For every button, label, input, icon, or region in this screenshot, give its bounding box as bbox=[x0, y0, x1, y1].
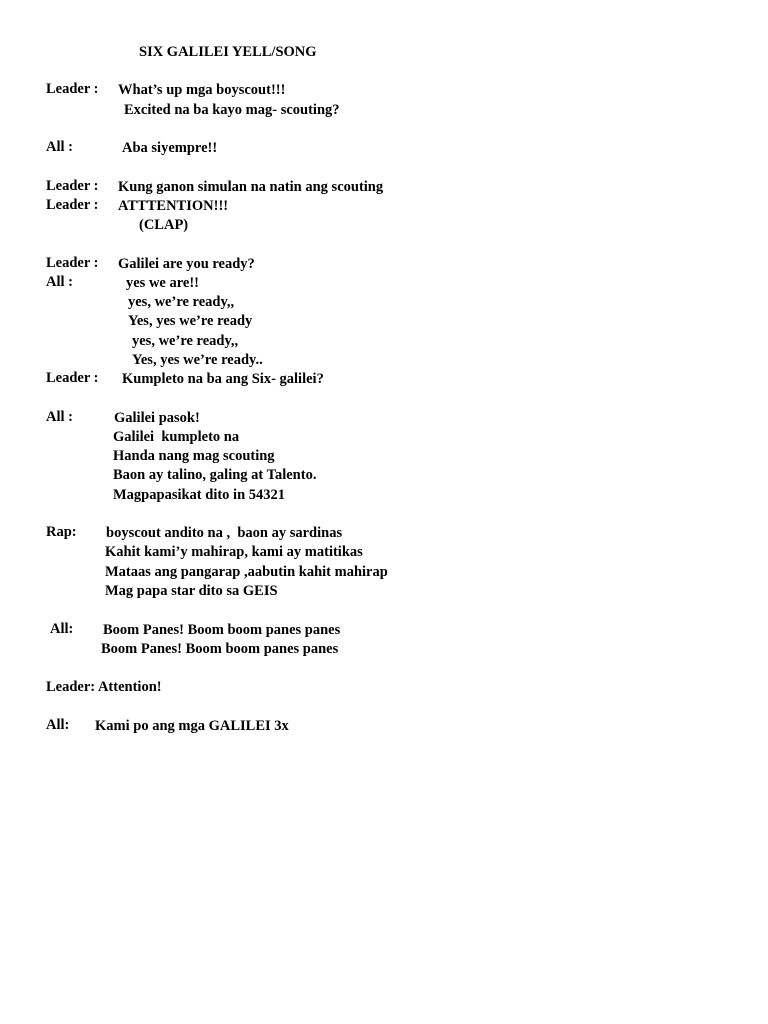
lyric-line: Kumpleto na ba ang Six- galilei? bbox=[122, 371, 324, 387]
lyric-line: Yes, yes we’re ready.. bbox=[132, 352, 263, 368]
lyric-line: Aba siyempre!! bbox=[122, 140, 218, 156]
document-title: SIX GALILEI YELL/SONG bbox=[139, 44, 317, 60]
lyric-line: Magpapasikat dito in 54321 bbox=[113, 487, 286, 503]
lyric-line: Galilei pasok! bbox=[114, 410, 200, 426]
lyric-line: Excited na ba kayo mag- scouting? bbox=[124, 102, 340, 118]
speaker-label: All : bbox=[46, 409, 73, 425]
lyric-line: Kung ganon simulan na natin ang scouting bbox=[118, 179, 384, 195]
speaker-label: All: bbox=[50, 621, 74, 637]
speaker-label: Leader : bbox=[46, 178, 99, 194]
lyric-line: Handa nang mag scouting bbox=[113, 448, 275, 464]
lyric-line: Boom Panes! Boom boom panes panes bbox=[103, 622, 341, 638]
lyric-line: yes, we’re ready,, bbox=[128, 294, 235, 310]
speaker-label: Leader : bbox=[46, 197, 99, 213]
lyric-line: Baon ay talino, galing at Talento. bbox=[113, 467, 317, 483]
lyric-line: Mataas ang pangarap ,aabutin kahit mahirap bbox=[105, 564, 388, 580]
speaker-label: Leader : bbox=[46, 370, 99, 386]
lyric-line: Boom Panes! Boom boom panes panes bbox=[101, 641, 339, 657]
speaker-label: All : bbox=[46, 274, 73, 290]
lyric-text: Attention! bbox=[97, 679, 162, 695]
lyric-line: yes we are!! bbox=[126, 275, 200, 291]
lyric-line: Kami po ang mga GALILEI 3x bbox=[95, 718, 289, 734]
lyric-line: Yes, yes we’re ready bbox=[128, 313, 253, 329]
speaker-label: Rap: bbox=[46, 524, 77, 540]
lyric-line: (CLAP) bbox=[139, 217, 189, 233]
lyric-line: Galilei kumpleto na bbox=[113, 429, 240, 445]
lyric-line: Galilei are you ready? bbox=[118, 256, 255, 272]
lyric-line: yes, we’re ready,, bbox=[132, 333, 239, 349]
lyric-line: Mag papa star dito sa GEIS bbox=[105, 583, 278, 599]
speaker-label: Leader : bbox=[46, 255, 99, 271]
lyric-line: Kahit kami’y mahirap, kami ay matitikas bbox=[105, 544, 363, 560]
speaker-label: Leader: bbox=[46, 679, 96, 695]
lyric-line bbox=[46, 678, 162, 697]
speaker-label: All: bbox=[46, 717, 70, 733]
lyric-line: What’s up mga boyscout!!! bbox=[118, 82, 286, 98]
lyric-line: boyscout andito na , baon ay sardinas bbox=[106, 525, 343, 541]
lyric-line: ATTTENTION!!! bbox=[118, 198, 229, 214]
speaker-label: All : bbox=[46, 139, 73, 155]
speaker-label: Leader : bbox=[46, 81, 99, 97]
